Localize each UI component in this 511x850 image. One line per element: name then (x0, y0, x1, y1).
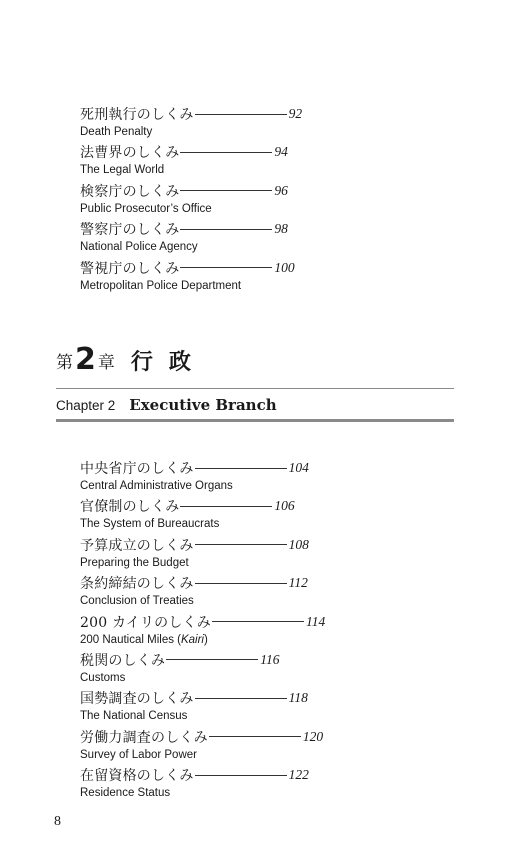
toc-page-number: 122 (288, 767, 309, 783)
leader-line (180, 152, 272, 153)
toc-title-en: The National Census (80, 710, 188, 723)
toc-entry[interactable] (80, 612, 325, 650)
leader-line (180, 267, 272, 268)
toc-entry[interactable] (80, 219, 302, 257)
page-number: 8 (54, 814, 61, 829)
toc-title-jp: 労働力調査のしくみ (80, 729, 208, 746)
toc-title-en: Conclusion of Treaties (80, 595, 194, 608)
leader-line (195, 544, 287, 545)
chapter-title-en: Executive Branch (129, 396, 277, 414)
leader-line (195, 114, 287, 115)
chapter-label: Chapter 2 (56, 397, 116, 413)
toc-page-number: 94 (274, 144, 288, 160)
toc-title-en (80, 633, 325, 647)
toc-title-jp: 税関のしくみ (80, 652, 166, 669)
chapter-title-jp: 行政 (130, 349, 207, 375)
toc-line (80, 142, 302, 162)
toc-line (80, 104, 302, 124)
toc-page-number: 106 (274, 498, 295, 514)
toc-page-number: 98 (274, 221, 288, 237)
leader-line (212, 621, 304, 622)
toc-title-en: Preparing the Budget (80, 556, 189, 569)
toc-line (80, 219, 302, 239)
divider-thin (56, 388, 454, 389)
toc-entry[interactable] (80, 573, 325, 611)
toc-title-en: Residence Status (80, 787, 171, 800)
toc-line (80, 612, 325, 632)
toc-title-en: Public Prosecutor’s Office (80, 202, 212, 215)
leader-line (195, 468, 287, 469)
toc-entry[interactable] (80, 142, 302, 180)
toc-title-jp: 中央省庁のしくみ (80, 461, 194, 477)
toc-line (80, 496, 325, 516)
leader-line (180, 229, 272, 230)
leader-line (166, 659, 258, 660)
toc-entry[interactable] (80, 104, 302, 142)
toc-line (80, 727, 325, 747)
toc-line (80, 765, 325, 785)
toc-line (80, 181, 302, 201)
toc-entry[interactable] (80, 496, 325, 534)
toc-title-jp: 警察庁のしくみ (80, 222, 180, 239)
toc-page-number: 92 (288, 106, 303, 121)
toc-line (80, 650, 325, 670)
toc-title-en: The System of Bureaucrats (80, 518, 220, 531)
toc-title-jp: 予算成立のしくみ (80, 537, 194, 554)
toc-entry[interactable] (80, 765, 325, 803)
toc-page-number: 112 (288, 575, 308, 591)
leader-line (180, 506, 272, 507)
toc-title-en: Metropolitan Police Department (80, 279, 242, 292)
toc-line (80, 573, 325, 593)
toc-entry[interactable] (80, 458, 325, 496)
toc-list-chapter-2 (80, 458, 325, 804)
toc-page-number: 100 (274, 259, 295, 275)
toc-title-jp: 在留資格のしくみ (80, 768, 194, 785)
leader-line (180, 190, 272, 191)
toc-title-jp: 死刑執行のしくみ (80, 107, 194, 123)
toc-title-jp: 国勢調査のしくみ (80, 691, 194, 708)
chapter-subheading (56, 395, 277, 415)
toc-entry[interactable] (80, 535, 325, 573)
chapter-prefix: 第 (56, 352, 73, 373)
toc-page-number: 116 (260, 651, 280, 667)
toc-page-number: 108 (288, 536, 309, 552)
toc-page-number: 118 (288, 690, 308, 706)
leader-line (195, 698, 287, 699)
toc-entry[interactable] (80, 688, 325, 726)
toc-title-en: Survey of Labor Power (80, 748, 197, 761)
divider-thick (56, 419, 454, 422)
toc-title-jp: 官僚制のしくみ (80, 499, 180, 516)
chapter-suffix: 章 (97, 352, 115, 373)
leader-line (195, 775, 287, 776)
toc-title-jp: 200 カイリのしくみ (80, 614, 211, 631)
chapter-heading (56, 342, 207, 378)
toc-title-en: Customs (80, 671, 126, 684)
toc-title-en: Death Penalty (80, 126, 153, 138)
toc-title-en-italic: Kairi (180, 633, 204, 646)
toc-line (80, 458, 325, 478)
chapter-number: 2 (75, 342, 96, 377)
toc-title-en-text: 200 Nautical Miles ( (80, 633, 181, 646)
toc-line (80, 688, 325, 708)
toc-page-number: 114 (305, 613, 326, 629)
toc-title-en-tail: ) (204, 633, 208, 646)
toc-entry[interactable] (80, 727, 325, 765)
toc-list-top (80, 104, 302, 296)
toc-title-en: Central Administrative Organs (80, 480, 233, 492)
toc-title-en: The Legal World (80, 164, 165, 177)
toc-page-number: 96 (274, 182, 288, 198)
toc-title-jp: 検察庁のしくみ (80, 183, 180, 200)
toc-title-jp: 条約締結のしくみ (80, 576, 194, 593)
leader-line (195, 583, 287, 584)
toc-line (80, 535, 325, 555)
toc-entry[interactable] (80, 650, 325, 688)
toc-page-number: 104 (288, 460, 309, 475)
toc-page-number: 120 (302, 728, 324, 744)
toc-title-jp: 法曹界のしくみ (80, 145, 180, 162)
toc-entry[interactable] (80, 181, 302, 219)
leader-line (209, 736, 301, 737)
toc-line (80, 258, 302, 278)
toc-entry[interactable] (80, 258, 302, 296)
toc-title-en: National Police Agency (80, 241, 198, 254)
toc-title-jp: 警視庁のしくみ (80, 260, 180, 277)
